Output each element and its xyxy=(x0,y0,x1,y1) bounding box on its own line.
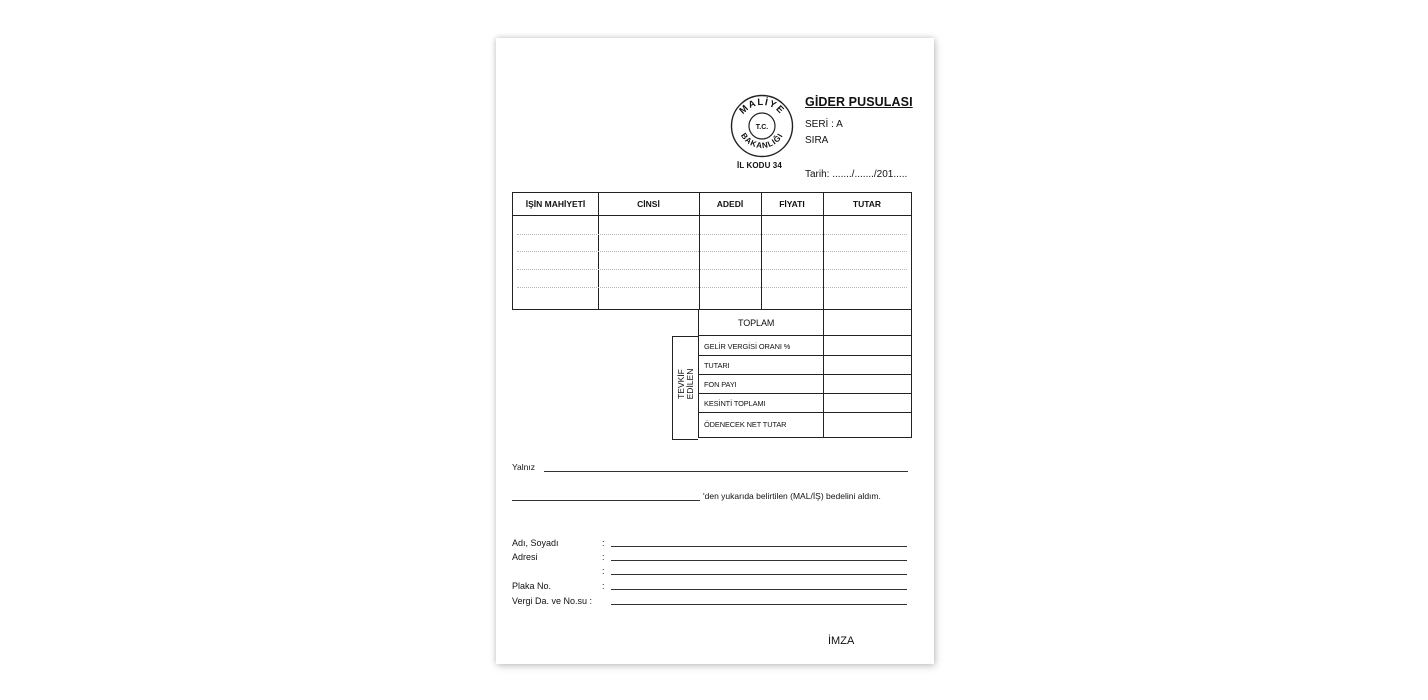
vergi-label: Vergi Da. ve No.su : xyxy=(512,596,593,606)
col-header-fiyati: FİYATI xyxy=(779,199,805,209)
adi-soyadi-label: Adı, Soyadı xyxy=(512,538,559,548)
yalniz-label: Yalnız xyxy=(512,462,535,472)
seal-ring-top: MALİYE xyxy=(737,96,787,117)
col-header-isin-mahiyeti: İŞİN MAHİYETİ xyxy=(525,199,586,209)
gelir-vergisi-label: GELİR VERGİSİ ORANI % xyxy=(704,342,791,351)
plaka-no-label: Plaka No. xyxy=(512,581,552,591)
kesinti-toplami-label: KESİNTİ TOPLAMI xyxy=(704,399,766,408)
svg-text:BAKANLIĞI xyxy=(739,131,785,150)
toplam-label: TOPLAM xyxy=(738,318,775,328)
items-table xyxy=(512,192,912,310)
field-colon: : xyxy=(602,581,605,591)
summary-divider xyxy=(823,336,824,438)
adresi-label: Adresi xyxy=(512,552,538,562)
adresi-line xyxy=(611,560,907,561)
fon-payi-label: FON PAYI xyxy=(704,380,737,389)
table-row-line xyxy=(517,269,907,270)
odenecek-net-tutar-label: ÖDENECEK NET TUTAR xyxy=(704,420,787,429)
tarih-field: Tarih: ......./......./201..... xyxy=(805,169,908,180)
il-kodu: İL KODU 34 xyxy=(737,161,782,170)
svg-text:MALİYE xyxy=(737,97,786,117)
edilen-line: EDİLEN xyxy=(685,368,695,400)
toplam-row xyxy=(698,310,912,336)
adi-soyadi-line xyxy=(611,546,907,547)
tutari-label: TUTARI xyxy=(704,361,730,370)
plaka-no-line xyxy=(611,589,907,590)
col-header-cinsi: CİNSİ xyxy=(637,199,660,209)
maliye-seal xyxy=(730,94,794,158)
seri-label: SERİ : A xyxy=(805,119,843,130)
summary-divider xyxy=(823,310,824,336)
col-header-tutar: TUTAR xyxy=(852,199,882,209)
summary-row-line xyxy=(698,374,912,375)
seal-ring-bottom: BAKANLIĞI xyxy=(738,131,785,151)
table-row-line xyxy=(517,234,907,235)
tevkif-edilen-box xyxy=(672,336,698,440)
payee-line xyxy=(512,500,700,501)
col-header-adedi: ADEDİ xyxy=(716,199,744,209)
received-statement: 'den yukarıda belirtilen (MAL/İŞ) bedelini aldım. xyxy=(703,491,881,501)
summary-row-line xyxy=(698,355,912,356)
page-title: GİDER PUSULASI xyxy=(805,95,913,109)
seal-center-text: T.C. xyxy=(755,124,769,131)
table-row-line xyxy=(517,287,907,288)
summary-row-line xyxy=(698,412,912,413)
gider-pusulasi-form xyxy=(496,38,934,664)
yalniz-line xyxy=(544,471,908,472)
field-colon: : xyxy=(602,566,605,576)
adresi-line-2 xyxy=(611,574,907,575)
field-colon: : xyxy=(602,552,605,562)
table-row-line xyxy=(517,251,907,252)
field-colon: : xyxy=(602,538,605,548)
header-divider xyxy=(513,215,911,216)
vergi-line xyxy=(611,604,907,605)
imza-label: İMZA xyxy=(828,635,855,647)
summary-row-line xyxy=(698,393,912,394)
tevkif-line: TEVKİF xyxy=(676,369,686,399)
sira-label: SIRA xyxy=(805,135,829,146)
tevkif-edilen-label xyxy=(677,345,695,423)
